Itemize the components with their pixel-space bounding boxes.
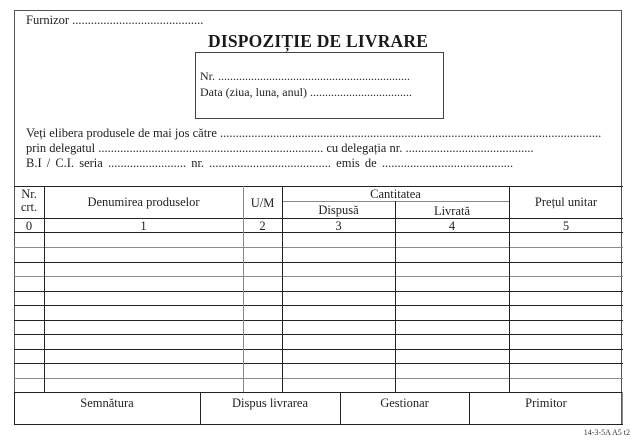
receiver-label: Primitor (525, 396, 567, 410)
row-line (14, 378, 623, 379)
header-product-name: Denumirea produselor (87, 195, 200, 209)
manager-label: Gestionar (380, 396, 429, 410)
row-line (14, 276, 623, 277)
col-number-5: 5 (562, 219, 570, 233)
header-quantity: Cantitatea (370, 187, 421, 201)
header-um: U/M (250, 196, 275, 210)
header-crt-label: crt. (20, 200, 38, 214)
header-delivered: Livrată (433, 204, 471, 218)
col-number-1: 1 (140, 219, 147, 233)
header-ordered: Dispusă (318, 203, 359, 217)
row-line (14, 247, 623, 248)
col-number-3: 3 (335, 219, 342, 233)
header-unit-price: Prețul unitar (534, 195, 598, 209)
number-date-box (195, 52, 444, 119)
row-line (14, 363, 623, 364)
delegate-field[interactable]: prin delegatul ........................................................................ cu delegația nr. ......................................... (26, 141, 534, 155)
date-field[interactable]: Data (ziua, luna, anul) .................................. (200, 85, 412, 99)
supplier-field[interactable]: Furnizor .......................................... (26, 13, 204, 27)
form-code: 14-3-5A A5 t2 (583, 428, 630, 437)
col-number-2: 2 (259, 219, 266, 233)
row-line (14, 262, 623, 263)
col-divider (44, 186, 45, 392)
row-line (14, 334, 623, 335)
form-title: DISPOZIȚIE DE LIVRARE (208, 31, 429, 51)
header-nr-crt (14, 188, 44, 214)
signature-label: Semnătura (80, 396, 134, 410)
release-to-field[interactable]: Veți elibera produsele de mai jos către .......................................................................................................................... (26, 126, 602, 140)
col-divider (243, 186, 244, 392)
row-line (14, 291, 623, 292)
header-nr-label: Nr. (21, 187, 37, 201)
ordered-delivery-label: Dispus livrarea (231, 396, 309, 410)
row-line (14, 305, 623, 306)
footer-bottom-border (14, 424, 623, 425)
col-number-0: 0 (25, 219, 33, 233)
col-divider (509, 186, 510, 392)
number-field[interactable]: Nr. ................................................................ (200, 69, 410, 83)
row-line (14, 320, 623, 321)
table-bottom-border (14, 392, 623, 393)
row-line (14, 349, 623, 350)
id-document-field[interactable]: B.I / C.I. seria ......................... nr. ....................................... emis de .......................................... (26, 156, 514, 170)
col-number-4: 4 (448, 219, 456, 233)
